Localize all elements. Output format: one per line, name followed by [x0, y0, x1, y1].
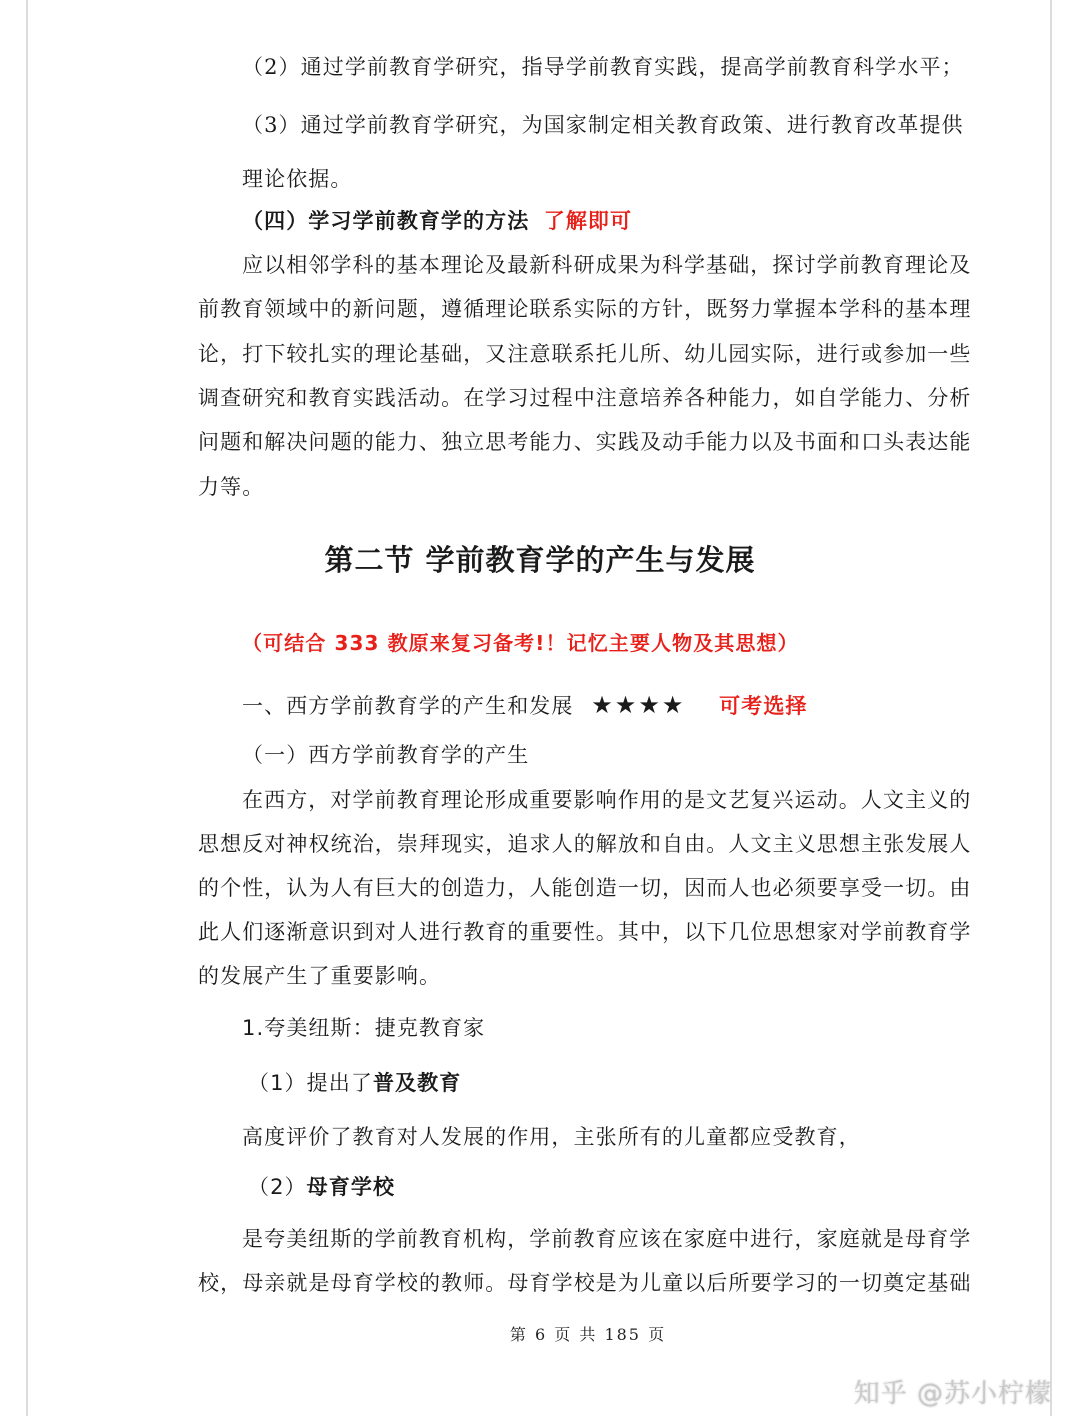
section-4-heading-text: （四）学习学前教育学的方法	[242, 209, 530, 233]
section-1-subheading: （一）西方学前教育学的产生	[242, 743, 530, 767]
comenius-point-1	[248, 1068, 461, 1098]
method-line-2: 前教育领域中的新问题，遵循理论联系实际的方针，既努力掌握本学科的基本理	[198, 297, 972, 321]
section-1-body-line-2: 思想反对神权统治，崇拜现实，追求人的解放和自由。人文主义思想主张发展人	[198, 832, 972, 856]
method-line-1: 应以相邻学科的基本理论及最新科研成果为科学基础，探讨学前教育理论及	[242, 253, 972, 277]
section-1-body-line-3: 的个性，认为人有巨大的创造力，人能创造一切，因而人也必须要享受一切。由	[198, 876, 972, 900]
section-1-body-line-4: 此人们逐渐意识到对人进行教育的重要性。其中，以下几位思想家对学前教育学	[198, 920, 972, 944]
comenius-point-2-line-1: 是夸美纽斯的学前教育机构，学前教育应该在家庭中进行，家庭就是母育学	[242, 1227, 972, 1251]
comenius-point-1-prefix: （1）提出了	[248, 1071, 373, 1095]
method-line-5: 问题和解决问题的能力、独立思考能力、实践及动手能力以及书面和口头表达能	[198, 430, 972, 454]
comenius-point-1-keyword: 普及教育	[372, 1071, 462, 1095]
section-4-note: 了解即可	[543, 209, 633, 233]
section-1-heading	[242, 690, 808, 721]
paragraph-2: （2）通过学前教育学研究，指导学前教育实践，提高学前教育科学水平；	[242, 55, 964, 79]
comenius-point-2-prefix: （2）	[248, 1175, 307, 1199]
paragraph-3-line-2: 理论依据。	[242, 167, 353, 191]
paragraph-3-line-1: （3）通过学前教育学研究，为国家制定相关教育政策、进行教育改革提供	[242, 113, 964, 137]
rating-stars-icon: ★★★★	[591, 691, 686, 719]
zhihu-watermark: 知乎 @苏小柠檬	[853, 1379, 1052, 1409]
section-1-heading-text: 一、西方学前教育学的产生和发展	[242, 694, 574, 718]
method-line-6: 力等。	[198, 475, 265, 499]
page-left-edge	[26, 0, 28, 1416]
comenius-point-2-line-2: 校，母亲就是母育学校的教师。母育学校是为儿童以后所要学习的一切奠定基础	[198, 1271, 972, 1295]
comenius-point-1-body: 高度评价了教育对人发展的作用，主张所有的儿童都应受教育，	[242, 1125, 861, 1149]
page-number: 第 6 页 共 185 页	[509, 1325, 667, 1344]
comenius-point-2	[248, 1172, 395, 1202]
method-line-3: 论，打下较扎实的理论基础，又注意联系托儿所、幼儿园实际，进行或参加一些	[198, 342, 972, 366]
comenius-heading: 1.夸美纽斯：捷克教育家	[242, 1016, 486, 1040]
review-note: （可结合 333 教原来复习备考!！记忆主要人物及其思想）	[242, 631, 799, 655]
section-1-body-line-1: 在西方，对学前教育理论形成重要影响作用的是文艺复兴运动。人文主义的	[242, 788, 972, 812]
page-right-edge	[1050, 0, 1052, 1416]
section-1-note: 可考选择	[719, 694, 808, 718]
chapter-title: 第二节 学前教育学的产生与发展	[324, 543, 756, 577]
method-line-4: 调查研究和教育实践活动。在学习过程中注意培养各种能力，如自学能力、分析	[198, 386, 972, 410]
comenius-point-2-keyword: 母育学校	[306, 1175, 396, 1199]
section-1-body-line-5: 的发展产生了重要影响。	[198, 964, 442, 988]
section-4-heading	[242, 206, 632, 236]
